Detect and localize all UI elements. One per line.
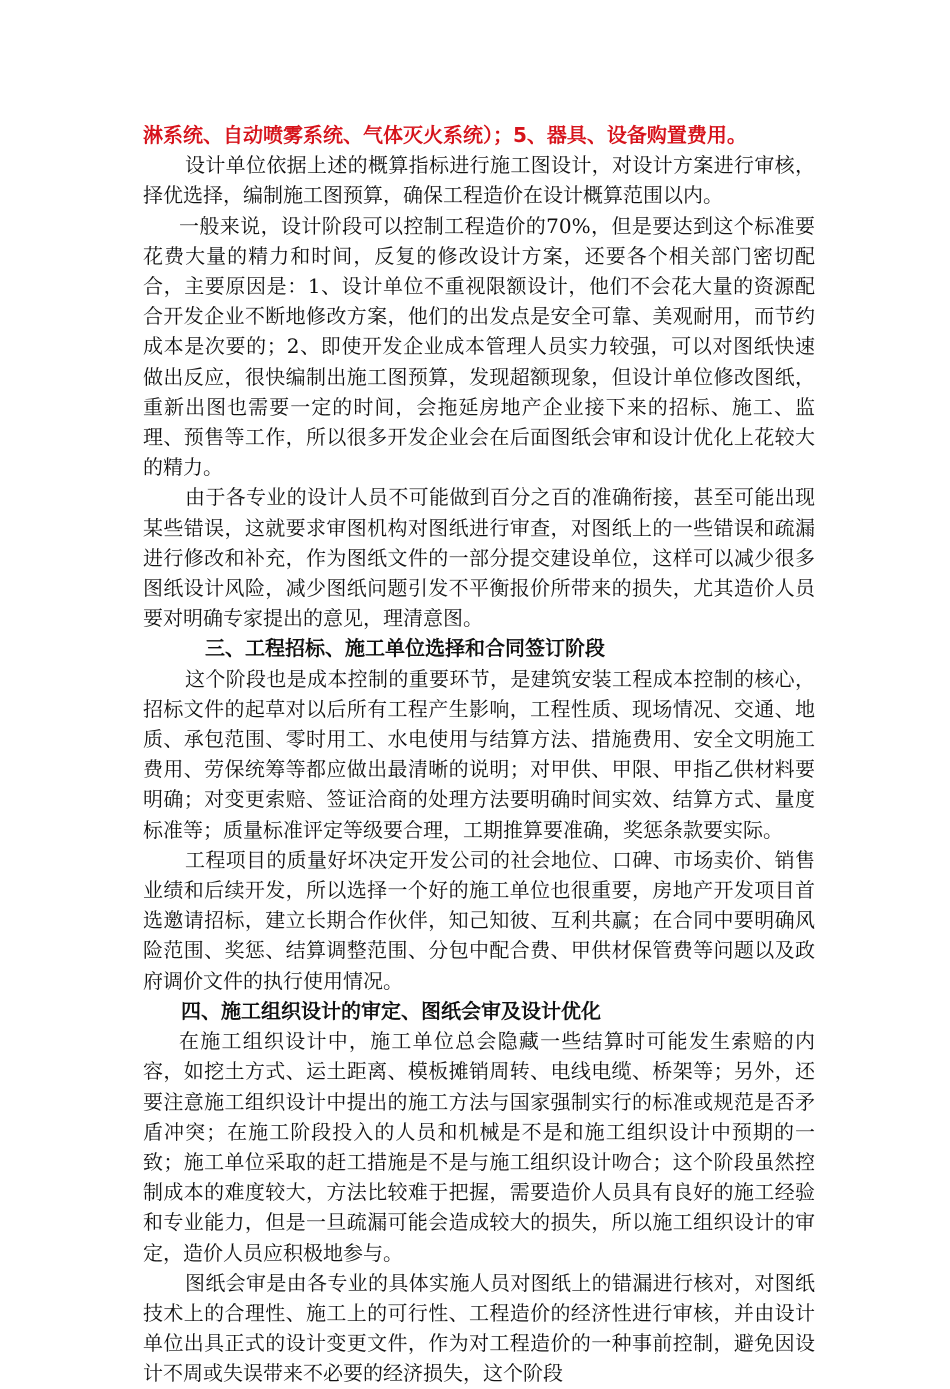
paragraph-design-review: 设计单位依据上述的概算指标进行施工图设计，对设计方案进行审核，择优选择，编制施工图预算，确保工程造价在设计概算范围以内。 [143,153,815,208]
paragraph-tender-stage: 这个阶段也是成本控制的重要环节，是建筑安装工程成本控制的核心，招标文件的起草对以后所有工程产生影响，工程性质、现场情况、交通、地质、承包范围、零时用工、水电使用与结算方法、措施费用、安全文明施工费用、劳保统筹等都应做出最清晰的说明；对甲供、甲限、甲指乙供材料要明确；对变更索赔、签证洽商的处理方法要明确时间实效、结算方式、量度标准等；质量标准评定等级要合理，工期推算要准确，奖惩条款要实际。 [143,666,815,842]
paragraph-design-stage-cost: 一般来说，设计阶段可以控制工程造价的70%，但是要达到这个标准要花费大量的精力和时间，反复的修改设计方案，还要各个相关部门密切配合，主要原因是：1、设计单位不重视限额设计，他们不会花大量的资源配合开发企业不断地修改方案，他们的出发点是安全可靠、美观耐用，而节约成本是次要的；2、即使开发企业成本管理人员实力较强，可以对图纸快速做出反应，很快编制出施工图预算，发现超额现象，但设计单位修改图纸，重新出图也需要一定的时间，会拖延房地产企业接下来的招标、施工、监理、预售等工作，所以很多开发企业会在后面图纸会审和设计优化上花较大的精力。 [143,213,815,480]
paragraph-construction-organization: 在施工组织设计中，施工单位总会隐藏一些结算时可能发生索赔的内容，如挖土方式、运土距离、模板摊销周转、电线电缆、桥架等；另外，还要注意施工组织设计中提出的施工方法与国家强制实行的标准或规范是否矛盾冲突；在施工阶段投入的人员和机械是不是和施工组织设计中预期的一致；施工单位采取的赶工措施是不是与施工组织设计吻合；这个阶段虽然控制成本的难度较大，方法比较难于把握，需要造价人员具有良好的施工经验和专业能力，但是一旦疏漏可能会造成较大的损失，所以施工组织设计的审定，造价人员应积极地参与。 [143,1029,815,1265]
lead-line: 淋系统、自动喷雾系统、气体灭火系统）；5、器具、设备购置费用。 [143,123,747,147]
section-heading-3: 三、工程招标、施工单位选择和合同签订阶段 [205,636,605,661]
document-body [143,120,815,1389]
section-heading-4: 四、施工组织设计的审定、图纸会审及设计优化 [181,998,601,1023]
paragraph-drawing-joint-review: 图纸会审是由各专业的具体实施人员对图纸上的错漏进行核对，对图纸技术上的合理性、施工上的可行性、工程造价的经济性进行审核，并由设计单位出具正式的设计变更文件，作为对工程造价的一种事前控制，避免因设计不周或失误带来不必要的经济损失，这个阶段 [143,1270,815,1386]
paragraph-drawing-review: 由于各专业的设计人员不可能做到百分之百的准确衔接，甚至可能出现某些错误，这就要求审图机构对图纸进行审查，对图纸上的一些错误和疏漏进行修改和补充，作为图纸文件的一部分提交建设单位，这样可以减少很多图纸设计风险，减少图纸问题引发不平衡报价所带来的损失，尤其造价人员要对明确专家提出的意见，理清意图。 [143,485,815,631]
paragraph-contractor-selection: 工程项目的质量好坏决定开发公司的社会地位、口碑、市场卖价、销售业绩和后续开发，所以选择一个好的施工单位也很重要，房地产开发项目首选邀请招标，建立长期合作伙伴，知己知彼、互利共赢；在合同中要明确风险范围、奖惩、结算调整范围、分包中配合费、甲供材保管费等问题以及政府调价文件的执行使用情况。 [143,847,815,993]
